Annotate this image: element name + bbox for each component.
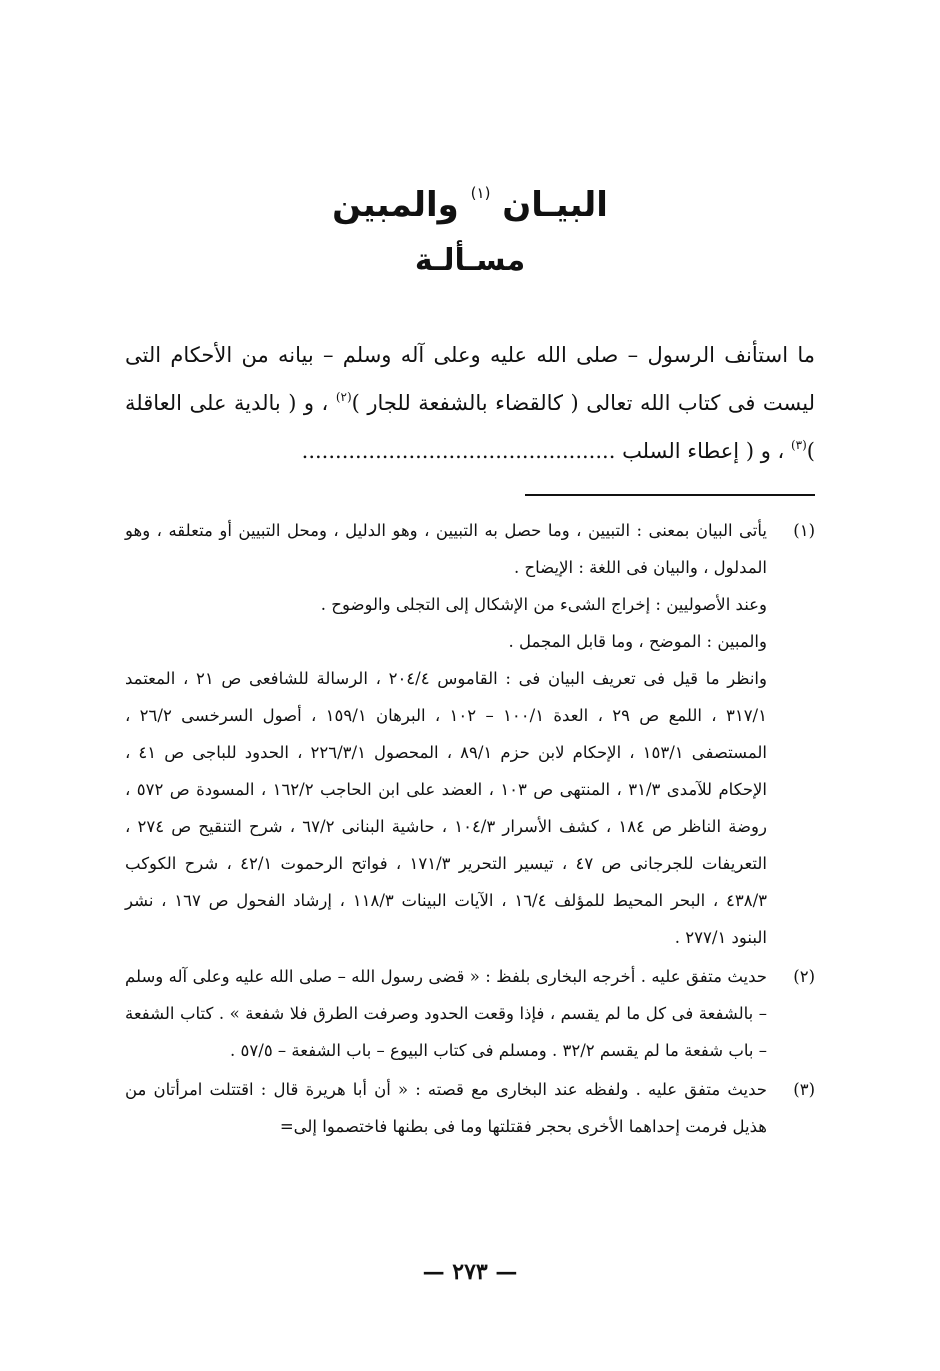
page-number: — ٢٧٣ — (422, 1259, 518, 1285)
footnote-2 (125, 958, 815, 1069)
footnote-ref-3: (٣) (790, 438, 807, 452)
ellipsis-dots: ............................................... (301, 439, 616, 463)
chapter-title-part2: والمبين (332, 185, 459, 225)
footnote-paragraph: وانظر ما قيل فى تعريف البيان فى : القاموس ٢٠٤/٤ ، الرسالة للشافعى ص ٢١ ، المعتمد ٣١٧/١ ، اللمع ص ٢٩ ، العدة ١٠٠/١ – ١٠٢ ، البرهان ١٥٩/١ ، أصول السرخسى ٢٦/٢ ، المستصفى ١٥٣/١ ، الإحكام لابن حزم ٨٩/١ ، المحصول ٢٢٦/٣/١ ، الحدود للباجى ص ٤١ ، الإحكام للآمدى ٣١/٣ ، المنتهى ص ١٠٣ ، العضد على ابن الحاجب ١٦٢/٢ ، المسودة ص ٥٧٢ ، روضة الناظر ص ١٨٤ ، كشف الأسرار ١٠٤/٣ ، حاشية البنانى ٦٧/٢ ، شرح التنقيح ص ٢٧٤ ، التعريفات للجرجانى ص ٤٧ ، تيسير التحرير ١٧١/٣ ، فواتح الرحموت ٤٢/١ ، شرح الكوكب ٤٣٨/٣ ، البحر المحيط للمؤلف ١٦/٤ ، الآيات البينات ١١٨/٣ ، إرشاد الفحول ص ١٦٧ ، نشر البنود ٢٧٧/١ . (125, 669, 768, 947)
footnote-paragraph: والمبين : الموضح ، وما قابل المجمل . (508, 632, 767, 651)
main-text-segment-1: ما استأنف الرسول – صلى الله عليه وعلى آله وسلم – بيانه من الأحكام التى ليست فى كتاب الله تعالى ( كالقضاء بالشفعة للجار ) (125, 343, 815, 415)
chapter-title (0, 168, 940, 230)
main-text-segment-3: ، و ( إعطاء السلب (615, 439, 791, 463)
footnote-number: (٢) (793, 967, 815, 986)
footnote-paragraph: حديث متفق عليه . ولفظه عند البخارى مع قصته : « أن أبا هريرة قال : اقتتلت امرأتان من هذيل فرمت إحداهما الأخرى بحجر فقتلتها وما فى بطنها فاختصموا إلى= (125, 1080, 767, 1136)
footnote-separator (525, 494, 815, 496)
footnote-number: (١) (793, 521, 815, 540)
footnote-paragraph: وعند الأصوليين : إخراج الشىء من الإشكال إلى التجلى والوضوح . (320, 595, 767, 614)
footnote-3 (125, 1071, 815, 1145)
chapter-title-footnote-ref: (١) (470, 184, 491, 202)
footnote-1 (125, 512, 815, 956)
main-text-segment-2: ، و ( بالدية على العاقلة ) (125, 391, 815, 463)
section-subtitle: مسـألـة (414, 243, 526, 278)
footnote-ref-2: (٢) (335, 390, 352, 404)
footnotes (125, 512, 815, 1147)
main-paragraph (125, 334, 815, 472)
footnote-paragraph: يأتى البيان بمعنى : التبيين ، وما حصل به التبيين ، وهو الدليل ، ومحل التبيين أو متعلقه ، وهو المدلول ، والبيان فى اللغة : الإيضاح . (125, 521, 767, 577)
footnote-paragraph: حديث متفق عليه . أخرجه البخارى بلفظ : « قضى رسول الله – صلى الله عليه وعلى آله وسلم – بالشفعة فى كل ما لم يقسم ، فإذا وقعت الحدود وصرفت الطرق فلا شفعة » . كتاب الشفعة – باب شفعة ما لم يقسم ٣٢/٢ . ومسلم فى كتاب البيوع – باب الشفعة – ٥٧/٥ . (125, 967, 767, 1060)
chapter-title-part1: البيـان (502, 185, 608, 225)
footnote-number: (٣) (793, 1080, 815, 1099)
